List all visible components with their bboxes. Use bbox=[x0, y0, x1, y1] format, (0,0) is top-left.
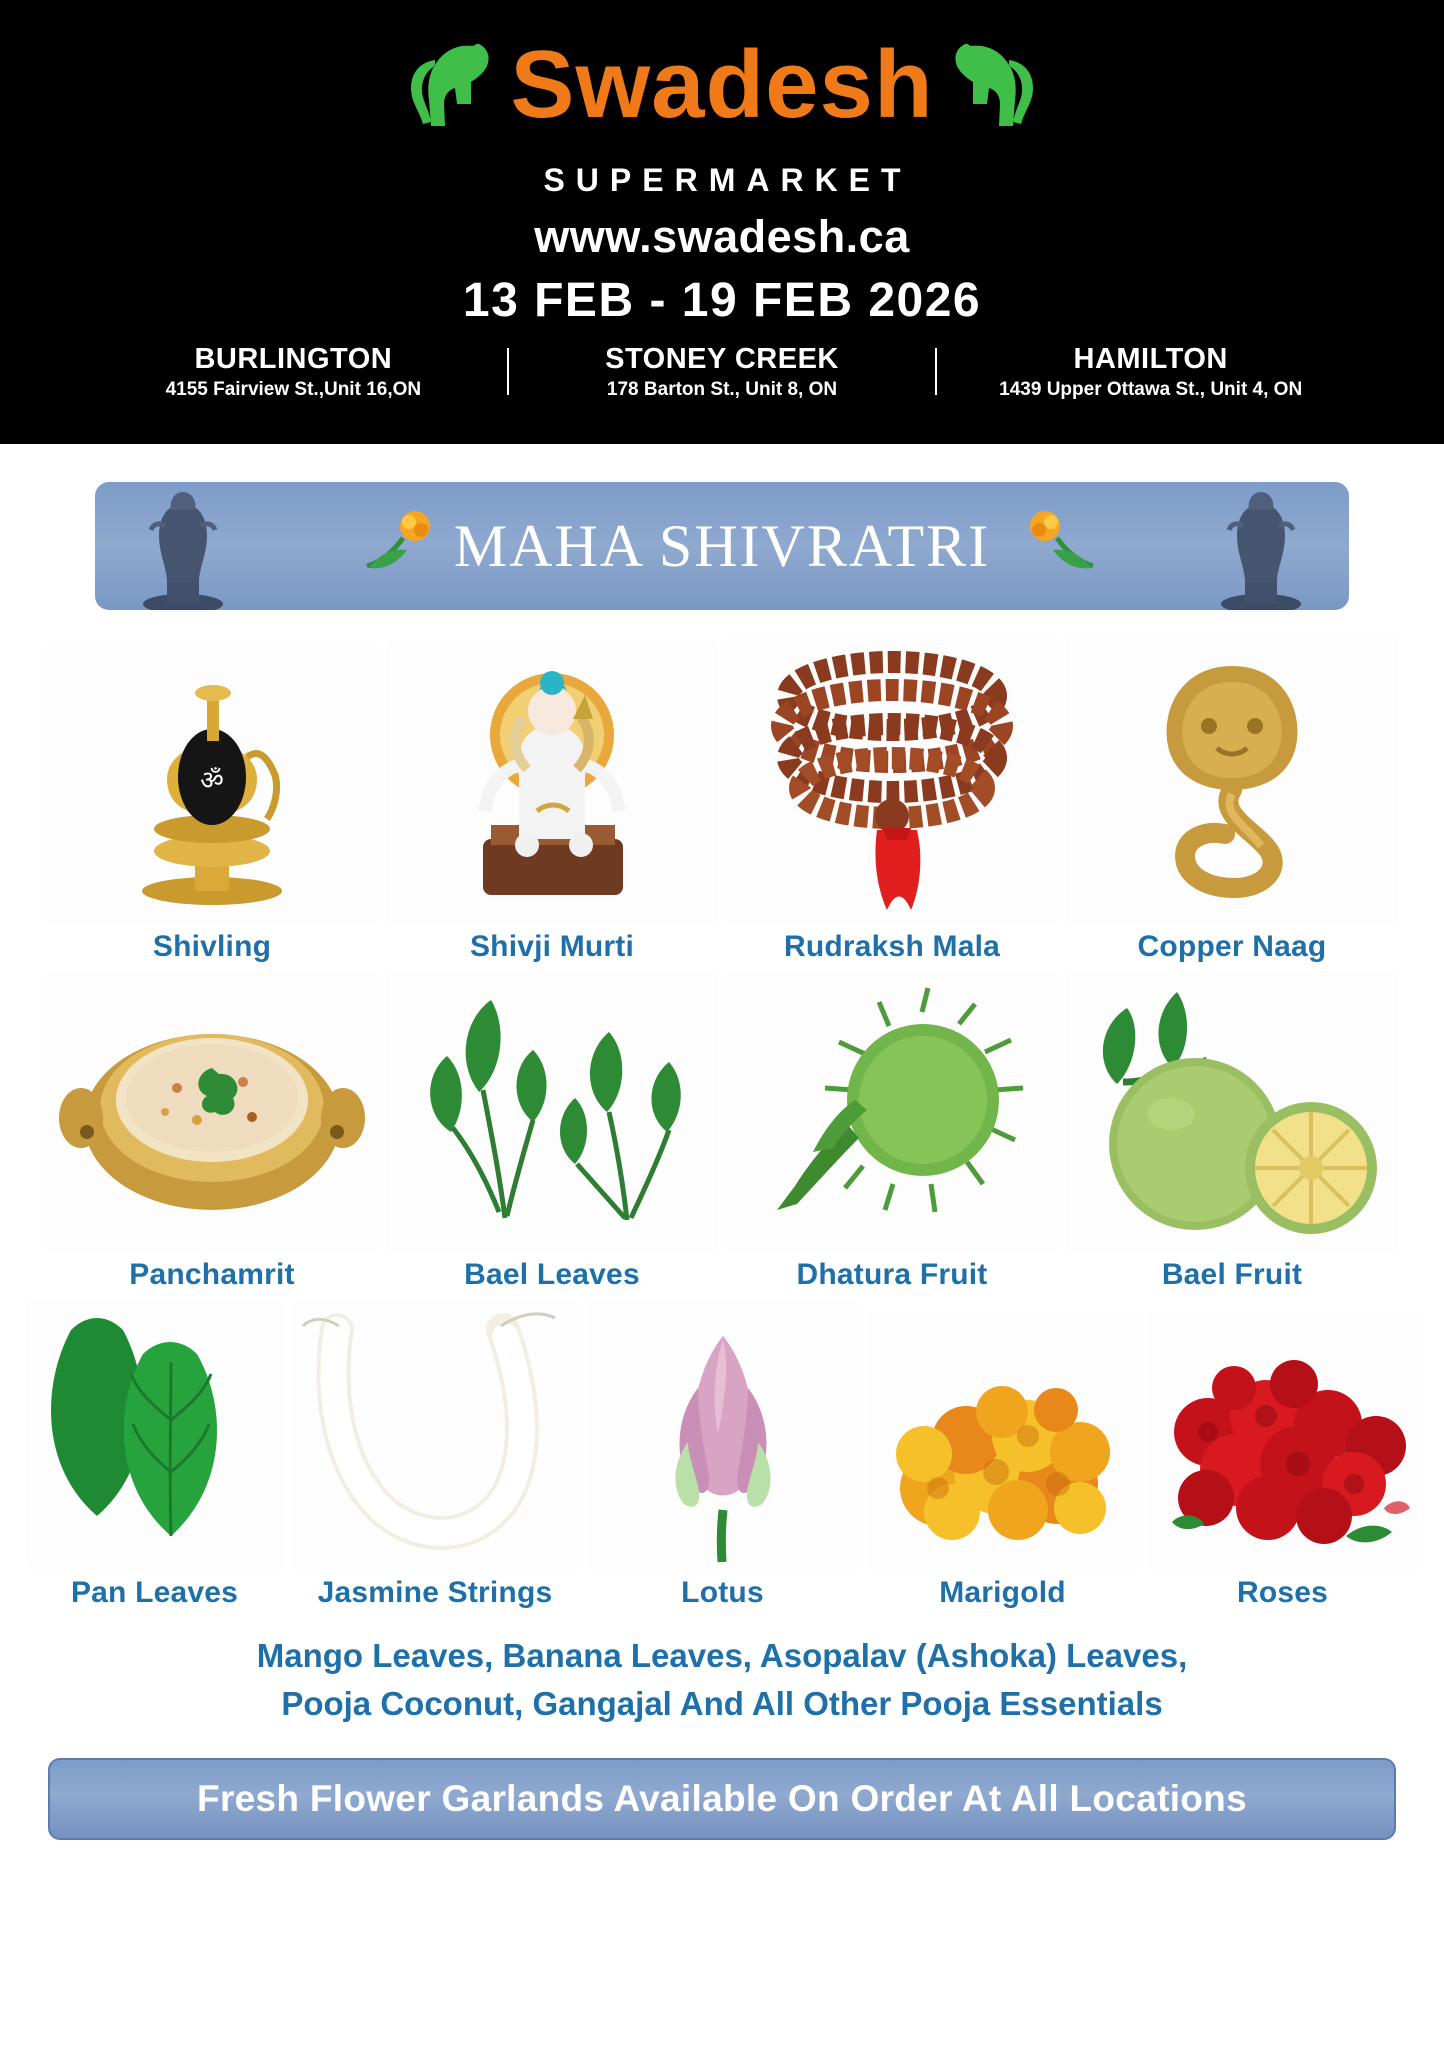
product-card-rudraksh-mala[interactable] bbox=[727, 634, 1057, 964]
extras-line-1: Mango Leaves, Banana Leaves, Asopalav (Ashoka) Leaves, bbox=[256, 1637, 1188, 1674]
bael-leaves-image bbox=[387, 972, 717, 1252]
pan-leaves-image bbox=[27, 1300, 283, 1570]
store-address: 1439 Upper Ottawa St., Unit 4, ON bbox=[999, 378, 1303, 400]
product-label: Jasmine Strings bbox=[317, 1576, 553, 1609]
product-card-marigold[interactable] bbox=[868, 1312, 1138, 1610]
product-card-copper-naag[interactable] bbox=[1067, 634, 1397, 964]
product-card-bael-fruit[interactable] bbox=[1067, 972, 1397, 1292]
additional-items-text bbox=[0, 1632, 1444, 1728]
product-label: Roses bbox=[1236, 1576, 1329, 1609]
store-stoney-creek bbox=[509, 344, 936, 401]
bael-fruit-image bbox=[1067, 972, 1397, 1252]
rudraksh-mala-image bbox=[727, 634, 1057, 924]
marigold-image bbox=[868, 1312, 1138, 1570]
elephant-right-icon bbox=[938, 30, 1043, 140]
shiva-statue-icon bbox=[123, 486, 243, 610]
product-label: Rudraksh Mala bbox=[784, 930, 1000, 963]
logo-row bbox=[0, 10, 1444, 160]
garland-notice-text: Fresh Flower Garlands Available On Order At All Locations bbox=[197, 1777, 1247, 1819]
marigold-flower-icon bbox=[1001, 508, 1097, 578]
product-card-jasmine-strings[interactable] bbox=[293, 1300, 578, 1610]
banner-title: MAHA SHIVRATRI bbox=[453, 512, 991, 579]
product-label: Lotus bbox=[681, 1576, 764, 1609]
jasmine-strings-image bbox=[293, 1300, 578, 1570]
store-name: STONEY CREEK bbox=[605, 343, 839, 375]
elephant-left-icon bbox=[401, 30, 506, 140]
promo-dates: 13 FEB - 19 FEB 2026 bbox=[462, 274, 982, 327]
shivling-image bbox=[47, 639, 377, 924]
product-label: Pan Leaves bbox=[70, 1576, 239, 1609]
shivji-murti-image bbox=[387, 639, 717, 924]
brand-name: Swadesh bbox=[510, 31, 934, 138]
dhatura-fruit-image bbox=[727, 972, 1057, 1252]
product-label: Bael Leaves bbox=[464, 1258, 640, 1291]
product-card-lotus[interactable] bbox=[588, 1300, 858, 1610]
product-card-dhatura-fruit[interactable] bbox=[727, 972, 1057, 1292]
store-name: BURLINGTON bbox=[194, 343, 393, 375]
marigold-flower-icon bbox=[363, 508, 459, 578]
product-card-shivji-murti[interactable] bbox=[387, 639, 717, 964]
product-card-roses[interactable] bbox=[1148, 1312, 1418, 1610]
product-label: Dhatura Fruit bbox=[796, 1258, 988, 1291]
panchamrit-image bbox=[47, 972, 377, 1252]
product-label: Bael Fruit bbox=[1161, 1258, 1303, 1291]
product-label: Panchamrit bbox=[129, 1258, 295, 1291]
product-label: Shivling bbox=[152, 930, 272, 963]
product-grid bbox=[24, 634, 1420, 1610]
svg-text:ॐ: ॐ bbox=[200, 766, 224, 795]
website-url: www.swadesh.ca bbox=[534, 211, 910, 262]
product-row bbox=[24, 972, 1420, 1292]
store-address: 4155 Fairview St.,Unit 16,ON bbox=[165, 378, 422, 400]
product-row bbox=[24, 1300, 1420, 1610]
store-address: 178 Barton St., Unit 8, ON bbox=[606, 378, 838, 400]
product-card-bael-leaves[interactable] bbox=[387, 972, 717, 1292]
product-card-shivling[interactable] bbox=[47, 639, 377, 964]
product-label: Copper Naag bbox=[1137, 930, 1327, 963]
garland-notice-bar bbox=[48, 1758, 1396, 1840]
store-locations bbox=[0, 344, 1444, 401]
product-label: Shivji Murti bbox=[469, 930, 635, 963]
brand-tagline: SUPERMARKET bbox=[543, 162, 912, 198]
product-row bbox=[24, 634, 1420, 964]
product-label: Marigold bbox=[939, 1576, 1066, 1609]
store-name: HAMILTON bbox=[1073, 343, 1228, 375]
store-burlington bbox=[80, 344, 507, 401]
maha-shivratri-banner bbox=[95, 482, 1349, 610]
product-card-pan-leaves[interactable] bbox=[27, 1300, 283, 1610]
product-card-panchamrit[interactable] bbox=[47, 972, 377, 1292]
roses-image bbox=[1148, 1312, 1418, 1570]
store-hamilton bbox=[937, 344, 1364, 401]
copper-naag-image bbox=[1067, 634, 1397, 924]
shiva-statue-icon bbox=[1201, 486, 1321, 610]
lotus-image bbox=[588, 1300, 858, 1570]
flyer-header bbox=[0, 0, 1444, 444]
extras-line-2: Pooja Coconut, Gangajal And All Other Pooja Essentials bbox=[281, 1684, 1163, 1722]
